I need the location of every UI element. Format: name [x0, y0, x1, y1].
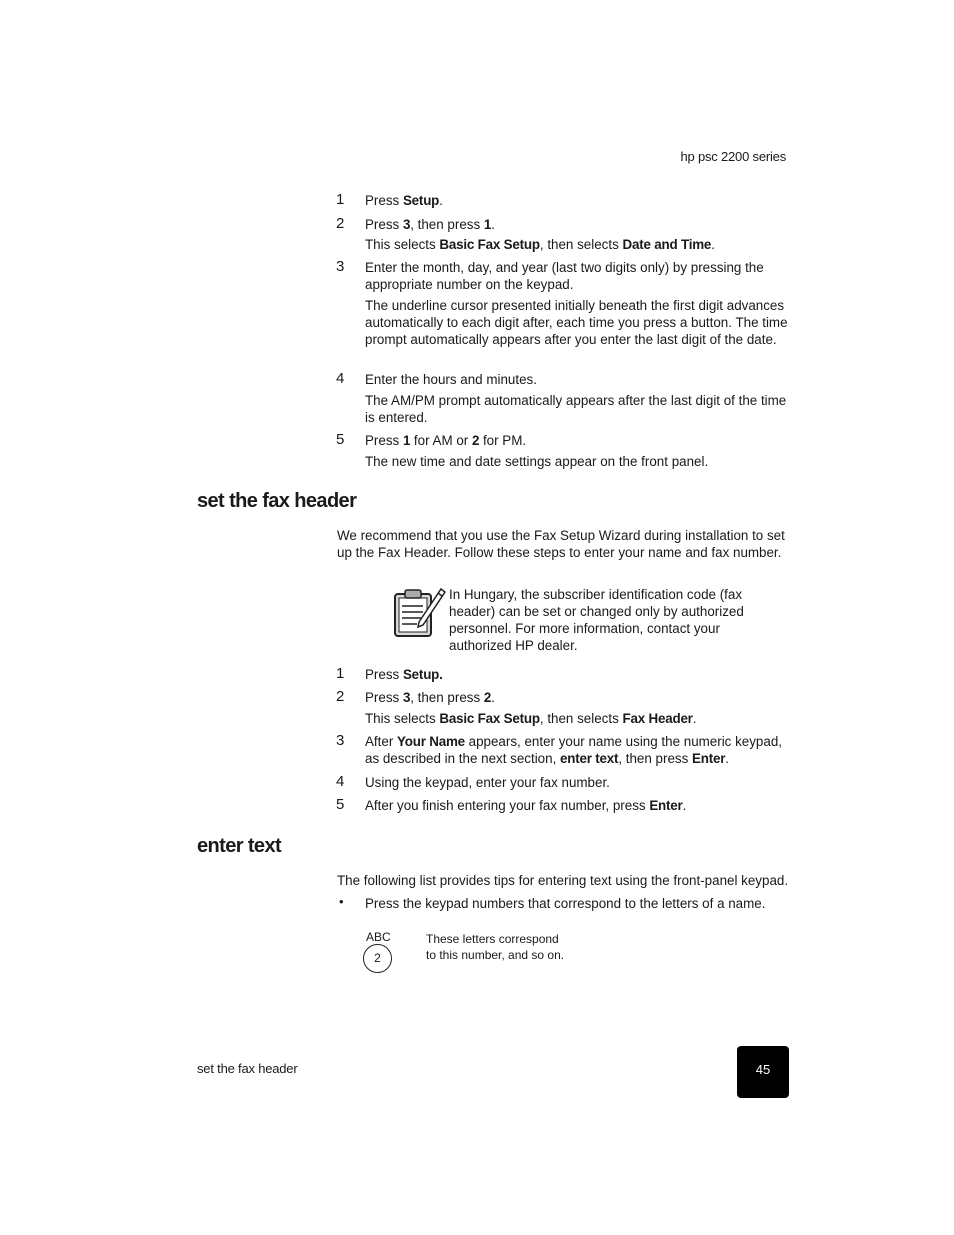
- date-step-3: 3 Enter the month, day, and year (last two digits only) by pressing the appropriate number on the keypad.: [336, 258, 764, 292]
- step-number: 1: [336, 191, 345, 208]
- step-number: 3: [336, 258, 345, 275]
- step-number: 4: [336, 370, 345, 387]
- key-caption: These letters correspond to this number, and so on.: [426, 932, 565, 962]
- key-letters-label: ABC: [366, 930, 391, 944]
- date-step-4-note: The AM/PM prompt automatically appears after the last digit of the time is entered.: [365, 393, 787, 425]
- step-number: 2: [336, 215, 345, 232]
- step-number: 1: [336, 665, 345, 682]
- step-number: 5: [336, 431, 345, 448]
- date-step-2-note: This selects Basic Fax Setup, then selects Date and Time.: [365, 237, 715, 252]
- date-step-5-note: The new time and date settings appear on the front panel.: [365, 454, 709, 469]
- step-number: 3: [336, 732, 345, 749]
- step-number: 4: [336, 773, 345, 790]
- step-number: 2: [336, 688, 345, 705]
- bullet-symbol: •: [339, 894, 344, 909]
- enter-text-bullet: Press the keypad numbers that correspond to the letters of a name.: [365, 896, 766, 911]
- date-step-3-note: The underline cursor presented initially beneath the first digit advances automatically to each digit after, each time you press a button. The time prompt automatically appears after you enter the last digit of the date.: [365, 298, 788, 347]
- hungary-note: In Hungary, the subscriber identification code (fax header) can be set or changed only by authorized personnel. For more information, contact your authorized HP dealer.: [449, 587, 744, 653]
- fax-step-5: 5 After you finish entering your fax number, press Enter.: [336, 796, 687, 813]
- section-title-fax-header: set the fax header: [197, 490, 357, 512]
- page-number: 45: [737, 1046, 789, 1098]
- date-step-4: 4 Enter the hours and minutes.: [336, 370, 537, 387]
- section-title-enter-text: enter text: [197, 835, 282, 857]
- enter-text-intro: The following list provides tips for entering text using the front-panel keypad.: [337, 873, 789, 888]
- fax-step-1: 1 Press Setup.: [336, 665, 443, 682]
- fax-step-3: 3 After Your Name appears, enter your name using the numeric keypad, as described in the next section, enter text, then press Enter.: [336, 732, 782, 766]
- keypad-key-illustration: 2: [363, 944, 392, 973]
- fax-step-2: 2 Press 3, then press 2.: [336, 688, 495, 705]
- date-step-1: 1 Press Setup.: [336, 191, 443, 208]
- fax-step-4: 4 Using the keypad, enter your fax number.: [336, 773, 610, 790]
- fax-header-intro: We recommend that you use the Fax Setup Wizard during installation to set up the Fax Header. Follow these steps to enter your name and fax number.: [337, 528, 785, 560]
- running-header: hp psc 2200 series: [680, 149, 786, 164]
- footer-section-name: set the fax header: [197, 1061, 298, 1076]
- note-clipboard-icon: [391, 586, 447, 642]
- step-number: 5: [336, 796, 345, 813]
- date-step-5: 5 Press 1 for AM or 2 for PM.: [336, 431, 527, 448]
- fax-step-2-note: This selects Basic Fax Setup, then selects Fax Header.: [365, 711, 697, 726]
- date-step-2: 2 Press 3, then press 1.: [336, 215, 495, 232]
